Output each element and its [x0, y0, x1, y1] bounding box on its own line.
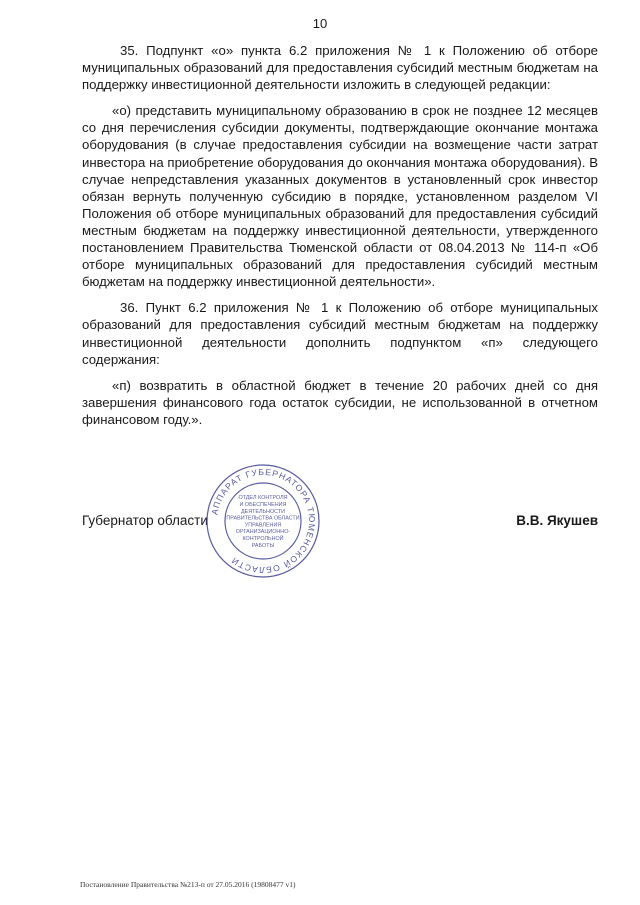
- seal-inner-line: ОРГАНИЗАЦИОННО-: [235, 529, 291, 536]
- page-number: 10: [312, 16, 328, 31]
- seal-inner-line: РАБОТЫ: [251, 542, 275, 549]
- document-body: [82, 42, 598, 437]
- signatory-name: В.В. Якушев: [516, 513, 598, 528]
- paragraph-35: 35. Подпункт «о» пункта 6.2 приложения № 1 к Положению об отборе муниципальных образований для предоставления субсидий местным бюджетам на поддержку инвестиционной деятельности изложить в следующей редакции:: [82, 43, 598, 93]
- seal-inner-line: УПРАВЛЕНИЯ: [244, 522, 282, 529]
- document-footer: Постановление Правительства №213-п от 27.05.2016 (19808477 v1): [80, 880, 296, 889]
- official-seal-stamp: [204, 462, 322, 580]
- signatory-title: Губернатор области: [82, 513, 208, 528]
- paragraph-35-quote: «о) представить муниципальному образованию в срок не позднее 12 месяцев со дня перечисления субсидии документы, подтверждающие окончание монтажа оборудования (в случае предоставления субсидии на возмещение части затрат инвестора на приобретение оборудования до окончания монтажа оборудования). В случае непредставления указанных документов в установленный срок инвестор обязан вернуть полученную субсидию в порядке, установленном разделом VI Положения об отборе муниципальных образований для предоставления субсидий местным бюджетам на поддержку инвестиционной деятельности, утвержденного постановлением Правительства Тюменской области от 08.04.2013 № 114-п «Об отборе муниципальных образований для предоставления субсидий местным бюджетам на поддержку инвестиционной деятельности».: [82, 103, 598, 290]
- seal-inner-line: КОНТРОЛЬНОЙ: [242, 536, 284, 542]
- signature-block: [82, 513, 598, 536]
- seal-inner-line: ПРАВИТЕЛЬСТВА ОБЛАСТИ: [226, 515, 300, 522]
- seal-inner-line: ДЕЯТЕЛЬНОСТИ: [240, 508, 286, 515]
- svg-text:АППАРАТ ГУБЕРНАТОРА ТЮМЕНСКОЙ: АППАРАТ ГУБЕРНАТОРА ТЮМЕНСКОЙ ОБЛАСТИ: [209, 466, 318, 576]
- seal-inner-line: ОТДЕЛ КОНТРОЛЯ: [238, 495, 288, 502]
- seal-inner-line: И ОБЕСПЕЧЕНИЯ: [239, 502, 287, 508]
- paragraph-36: 36. Пункт 6.2 приложения № 1 к Положению об отборе муниципальных образований для предоставления субсидий местным бюджетам на поддержку инвестиционной деятельности дополнить подпунктом «п» следующего содержания:: [82, 300, 598, 367]
- paragraph-36-quote: «п) возвратить в областной бюджет в течение 20 рабочих дней со дня завершения финансового года остаток субсидии, не использованной в отчетном финансовом году.».: [82, 377, 598, 427]
